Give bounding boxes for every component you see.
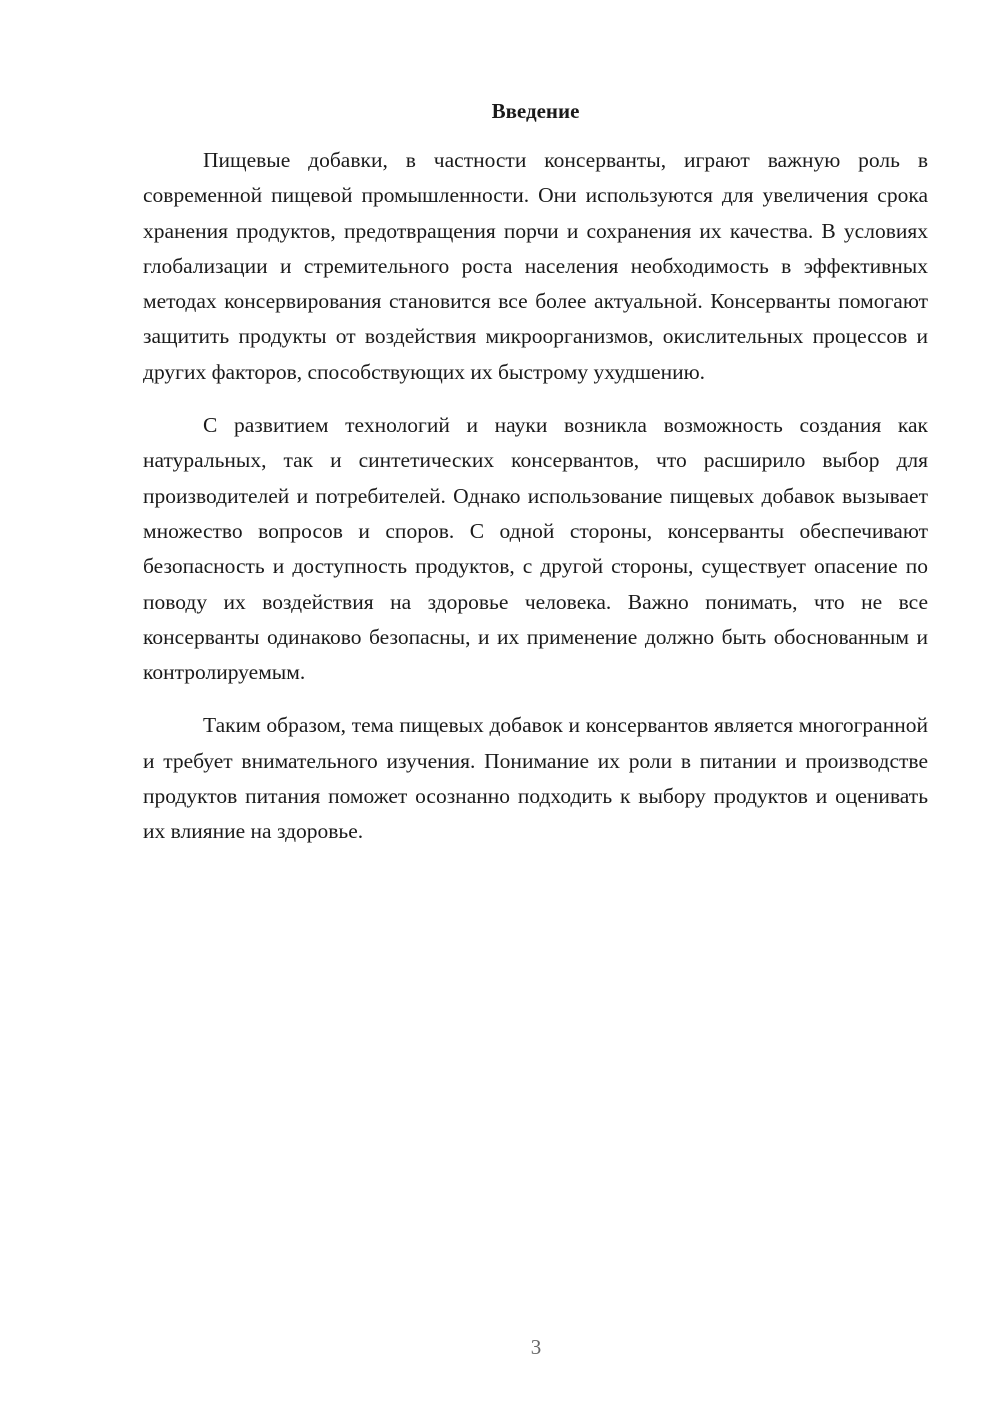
section-heading: Введение bbox=[491, 99, 580, 123]
body-text bbox=[143, 143, 928, 868]
paragraph-1: Пищевые добавки, в частности консерванты, играют важную роль в современной пищевой промышленности. Они используются для увеличения срока хранения продуктов, предотвращения порчи и сохранения их качества. В условиях глобализации и стремительного роста населения необходимость в эффективных методах консервирования становится все более актуальной. Консерванты помогают защитить продукты от воздействия микроорганизмов, окислительных процессов и других факторов, способствующих их быстрому ухудшению. bbox=[143, 148, 928, 384]
paragraph-3: Таким образом, тема пищевых добавок и консервантов является многогранной и требует внимательного изучения. Понимание их роли в питании и производстве продуктов питания поможет осознанно подходить к выбору продуктов и оценивать их влияние на здоровье. bbox=[143, 713, 928, 844]
paragraph-2: С развитием технологий и науки возникла возможность создания как натуральных, так и синтетических консервантов, что расширило выбор для производителей и потребителей. Однако использование пищевых добавок вызывает множество вопросов и споров. С одной стороны, консерванты обеспечивают безопасность и доступность продуктов, с другой стороны, существует опасение по поводу их воздействия на здоровье человека. Важно понимать, что не все консерванты одинаково безопасны, и их применение должно быть обоснованным и контролируемым. bbox=[143, 413, 928, 685]
page-number: 3 bbox=[530, 1335, 542, 1359]
